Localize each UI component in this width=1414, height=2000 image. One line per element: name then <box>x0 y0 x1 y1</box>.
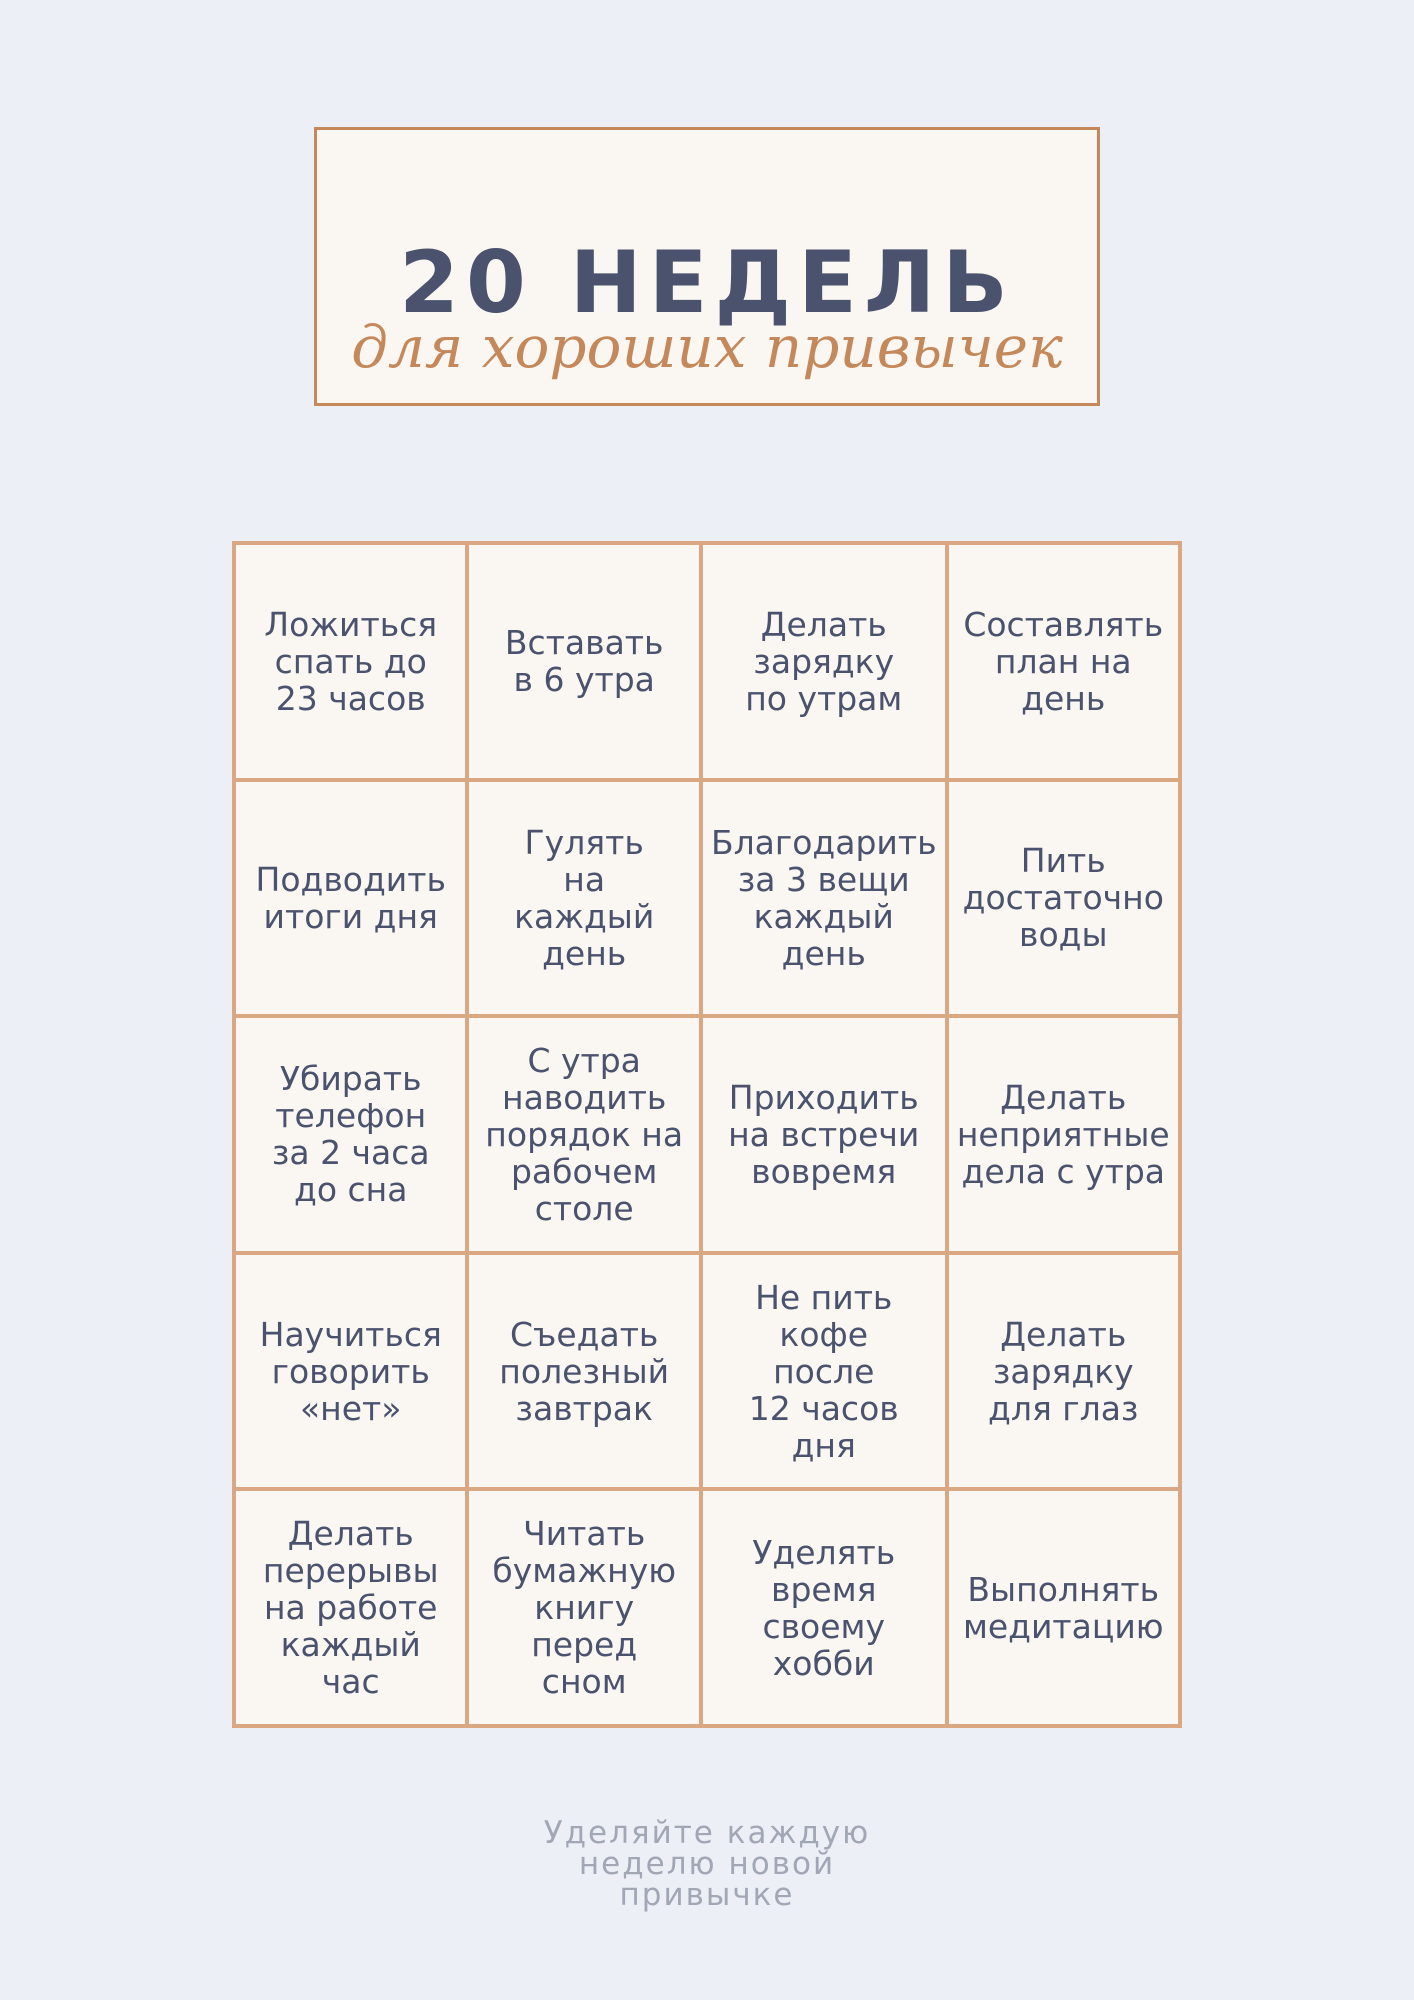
habit-cell <box>467 1253 700 1490</box>
habit-label: Вставать в 6 утра <box>504 623 664 700</box>
habit-cell <box>701 1016 947 1253</box>
habit-label: Гулять на каждый день <box>514 822 655 973</box>
page-title: 20 НЕДЕЛЬ <box>399 233 1015 333</box>
habit-cell <box>947 1016 1180 1253</box>
title-box <box>314 127 1100 406</box>
habit-label: Выполнять медитацию <box>962 1569 1164 1646</box>
habit-label: Приходить на встречи вовремя <box>728 1077 920 1191</box>
habit-label: С утра наводить порядок на рабочем столе <box>485 1040 684 1228</box>
habit-label: Подводить итоги дня <box>255 859 446 936</box>
habit-label: Делать перерывы на работе каждый час <box>262 1514 439 1702</box>
habit-cell <box>467 1489 700 1726</box>
habit-cell <box>701 543 947 780</box>
habit-cell <box>701 780 947 1017</box>
habit-label: Научиться говорить «нет» <box>259 1314 442 1428</box>
habit-label: Делать неприятные дела с утра <box>956 1077 1170 1191</box>
habit-cell <box>234 1016 467 1253</box>
habit-cell <box>467 543 700 780</box>
habit-cell <box>947 543 1180 780</box>
habit-cell <box>947 780 1180 1017</box>
footer-caption: Уделяйте каждую неделю новой привычке <box>543 1815 871 1913</box>
habit-grid <box>232 541 1182 1728</box>
habit-cell <box>947 1253 1180 1490</box>
habit-cell <box>701 1253 947 1490</box>
habit-cell <box>467 1016 700 1253</box>
habit-label: Делать зарядку для глаз <box>988 1314 1139 1428</box>
habit-cell <box>947 1489 1180 1726</box>
habit-label: Составлять план на день <box>963 604 1164 718</box>
habit-cell <box>234 543 467 780</box>
habit-cell <box>467 780 700 1017</box>
habit-label: Уделять время своему хобби <box>752 1532 896 1683</box>
habit-label: Делать зарядку по утрам <box>745 604 903 718</box>
habit-label: Благодарить за 3 вещи каждый день <box>710 822 937 973</box>
habit-label: Читать бумажную книгу перед сном <box>492 1514 677 1702</box>
habit-cell <box>234 1253 467 1490</box>
habit-label: Не пить кофе после 12 часов дня <box>748 1277 899 1465</box>
habit-label: Пить достаточно воды <box>962 841 1164 955</box>
page-subtitle: для хороших привычек <box>351 313 1063 381</box>
habit-cell <box>234 1489 467 1726</box>
habit-cell <box>701 1489 947 1726</box>
habit-cell <box>234 780 467 1017</box>
habit-label: Съедать полезный завтрак <box>499 1314 670 1428</box>
habit-label: Ложиться спать до 23 часов <box>264 604 438 718</box>
habit-label: Убирать телефон за 2 часа до сна <box>271 1059 430 1210</box>
